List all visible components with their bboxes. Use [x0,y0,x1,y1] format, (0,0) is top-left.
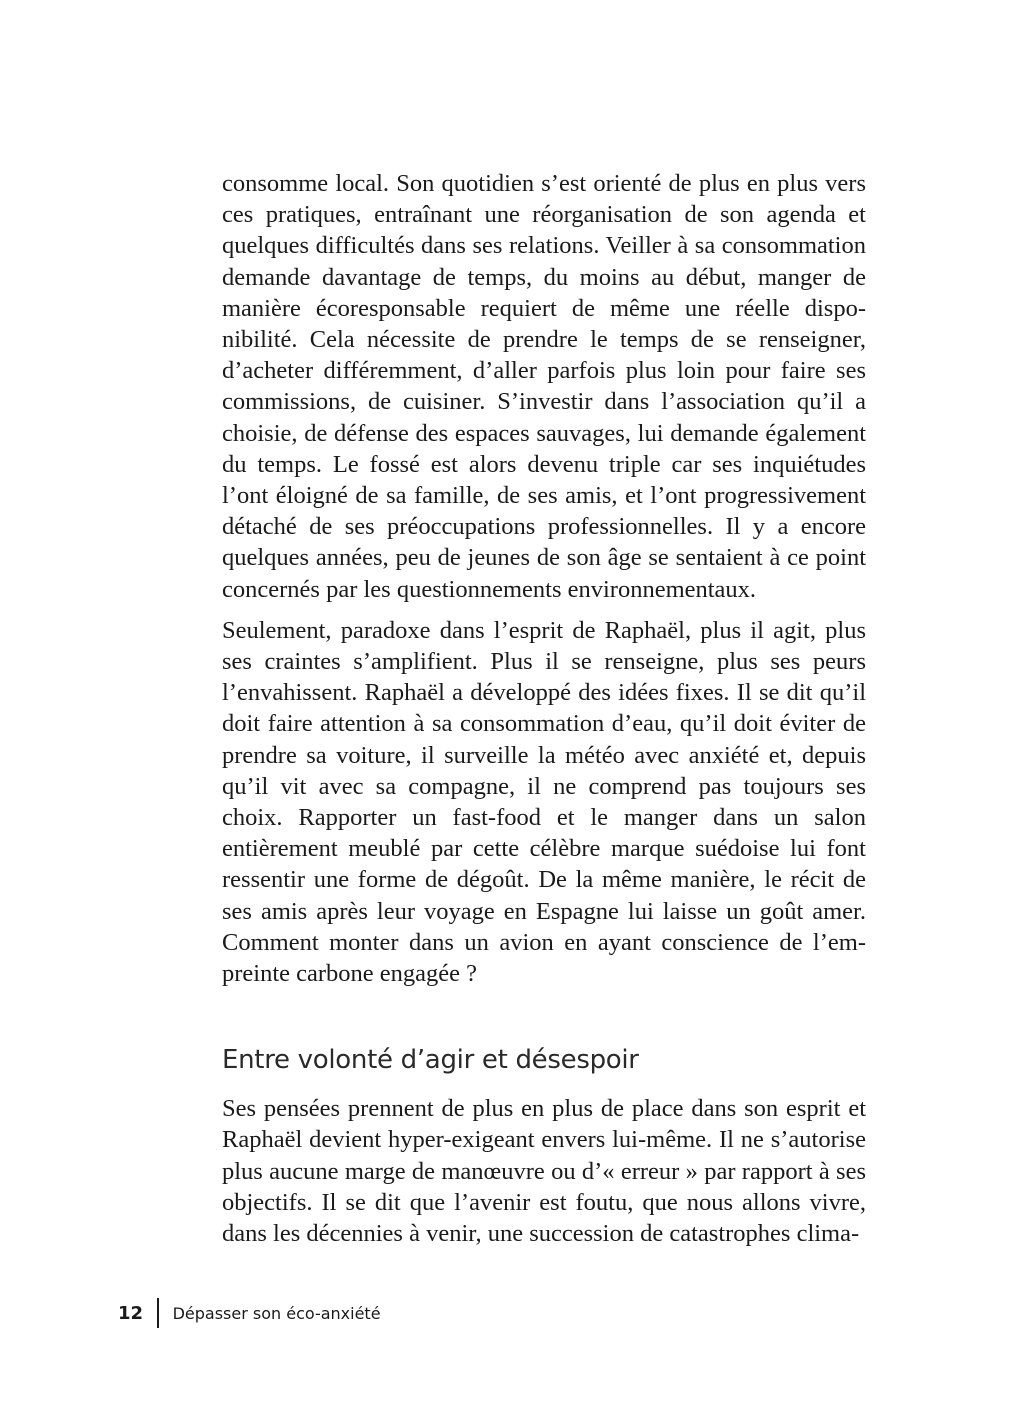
page-content [222,168,866,1249]
page-number: 12 [118,1302,144,1324]
book-title: Dépasser son éco-anxiété [172,1303,381,1323]
section-heading: Entre volonté d’agir et désespoir [222,1045,639,1076]
body-paragraph: Ses pensées prennent de plus en plus de place dans son esprit et Raphaël devient hyper-exigeant envers lui-même. Il ne s’autorise plus aucune marge de manœuvre ou d’« erreur » par rapport à ses objectifs. Il se dit que l’avenir est foutu, que nous allons vivre, dans les décennies à venir, une succession de catastrophes clima- [222,1095,866,1248]
page-footer [118,1297,381,1329]
body-paragraph: consomme local. Son quotidien s’est orienté de plus en plus vers ces pratiques, entraînant une réorganisation de son agenda et quelques difficultés dans ses relations. Veiller à sa consommation demande davantage de temps, du moins au début, manger de manière écoresponsable requiert de même une réelle disponibilité. Cela nécessite de prendre le temps de se renseigner, d’acheter différemment, d’aller parfois plus loin pour faire ses commissions, de cuisiner. S’investir dans l’association qu’il a choisie, de défense des espaces sauvages, lui demande également du temps. Le fossé est alors devenu triple car ses inquiétudes l’ont éloigné de sa famille, de ses amis, et l’ont progressivement détaché de ses préoccupations professionnelles. Il y a encore quelques années, peu de jeunes de son âge se sentaient à ce point concernés par les questionnements environnementaux. [222,170,866,603]
body-paragraph: Seulement, paradoxe dans l’esprit de Raphaël, plus il agit, plus ses craintes s’amplifient. Plus il se renseigne, plus ses peurs l’envahissent. Raphaël a développé des idées fixes. Il se dit qu’il doit faire attention à sa consommation d’eau, qu’il doit éviter de prendre sa voiture, il surveille la météo avec anxiété et, depuis qu’il vit avec sa compagne, il ne comprend pas toujours ses choix. Rapporter un fast-food et le manger dans un salon entièrement meublé par cette célèbre marque suédoise lui font ressentir une forme de dégoût. De la même manière, le récit de ses amis après leur voyage en Espagne lui laisse un goût amer. Comment monter dans un avion en ayant conscience de l’empreinte carbone engagée ? [222,616,866,988]
